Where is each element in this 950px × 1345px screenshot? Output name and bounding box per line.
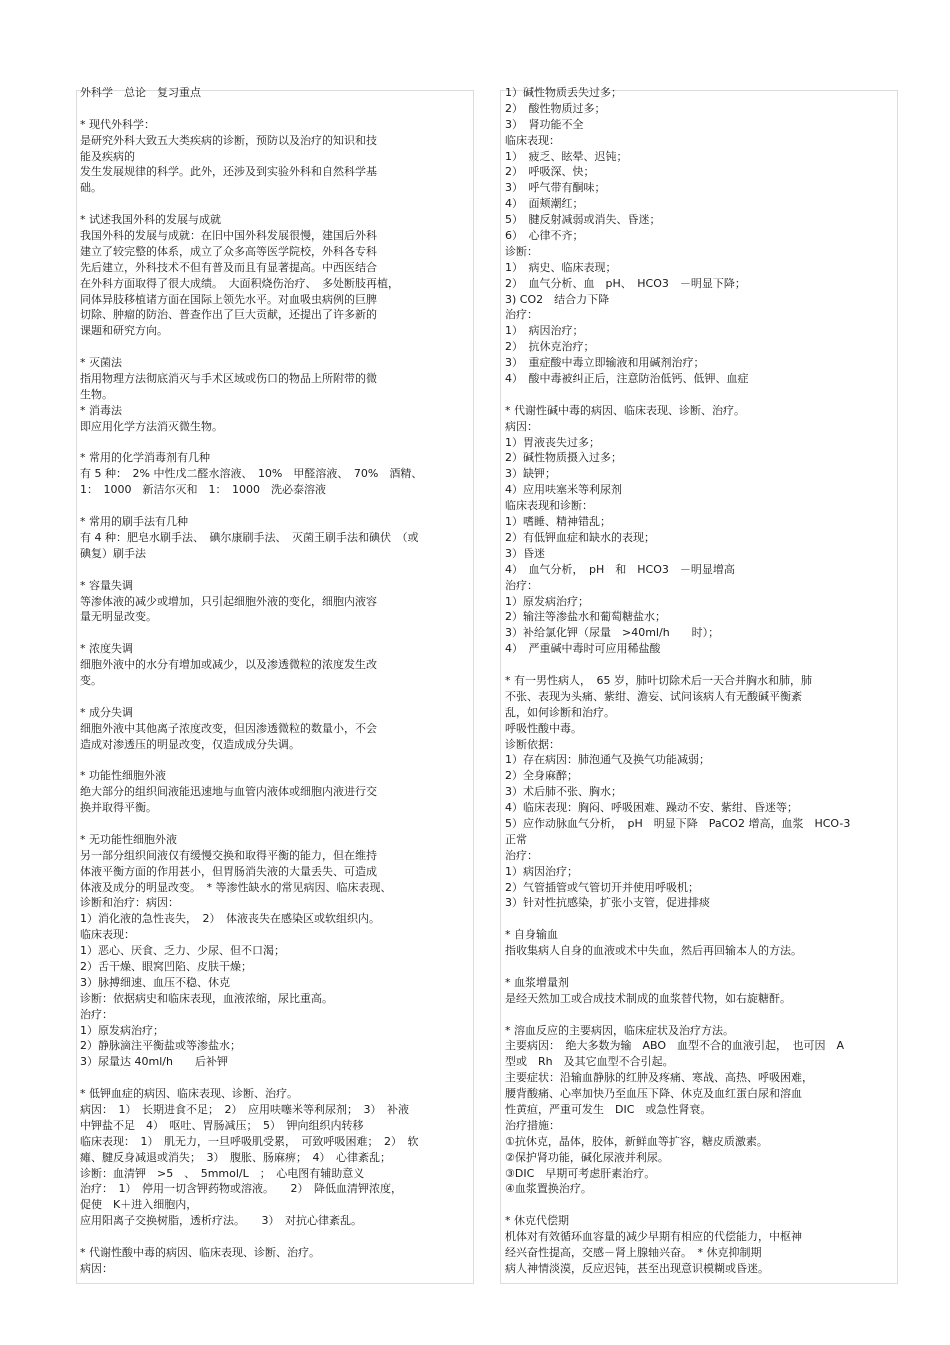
right-text-line: 4）临床表现：胸闷、呼吸困难、躁动不安、紫绀、昏迷等； — [505, 801, 798, 815]
left-text-line: 病因： 1） 长期进食不足； 2） 应用呋噻米等利尿剂； 3） 补液 — [80, 1103, 409, 1116]
left-spacer — [80, 689, 472, 705]
right-text-line: 4） 严重碱中毒时可应用稀盐酸 — [505, 642, 661, 656]
left-text-line: 是研究外科大致五大类疾病的诊断，预防以及治疗的知识和技 — [80, 133, 377, 147]
right-text-line: 2） 呼吸深、快； — [505, 165, 595, 179]
left-text-line: 诊断：血清钾 >5 、 5mmol/L ； 心电图有辅助意义 — [80, 1166, 365, 1180]
left-text-line: 体液及成分的明显改变。 * 等渗性缺水的常见病因、临床表现、 — [80, 880, 392, 894]
left-text-line: 1）恶心、厌食、乏力、少尿、但不口渴； — [80, 944, 285, 958]
right-text-line: 2）气管插管或气管切开并使用呼吸机； — [505, 880, 699, 894]
left-text-line: 2）静脉滴注平衡盐或等渗盐水； — [80, 1039, 241, 1053]
left-text-line: * 代谢性酸中毒的病因、临床表现、诊断、治疗。 — [80, 1246, 320, 1260]
left-text-line: 有 4 种：肥皂水刷手法、 碘尔康刷手法、 灭菌王刷手法和碘伏 （或 — [80, 530, 419, 544]
left-text-line: 中钾盐不足 4） 呕吐、胃肠减压； 5） 钾向组织内转移 — [80, 1118, 364, 1132]
right-text-line: * 代谢性碱中毒的病因、临床表现、诊断、治疗。 — [505, 403, 745, 417]
left-text-line: * 试述我国外科的发展与成就 — [80, 213, 221, 227]
right-text-line: 呼吸性酸中毒。 — [505, 721, 582, 735]
right-text-line: 1）胃液丧失过多； — [505, 435, 600, 449]
left-text-line: * 现代外科学： — [80, 117, 155, 131]
right-text-line: 1）嗜睡、精神错乱； — [505, 515, 611, 529]
left-text-line: 治疗： 1） 停用一切含钾药物或溶液。 2） 降低血清钾浓度， — [80, 1182, 402, 1196]
left-text-line: 1）原发病治疗； — [80, 1023, 164, 1037]
right-text-line: 3）缺钾； — [505, 467, 556, 481]
right-text-line: * 溶血反应的主要病因，临床症状及治疗方法。 — [505, 1023, 734, 1037]
left-text-line: * 浓度失调 — [80, 642, 133, 656]
right-text-line: 5） 腱反射减弱或消失、昏迷； — [505, 213, 661, 227]
right-spacer — [505, 1007, 897, 1023]
left-column — [80, 85, 472, 1277]
left-spacer — [80, 339, 472, 355]
right-text-line: ④血浆置换治疗。 — [505, 1182, 592, 1196]
right-text-line: 性黄疸，严重可发生 DIC 或急性肾衰。 — [505, 1103, 712, 1116]
left-text-line: 即应用化学方法消灭微生物。 — [80, 419, 223, 433]
left-text-line: 3）尿量达 40ml/h 后补钾 — [80, 1055, 228, 1069]
left-text-line: * 容量失调 — [80, 578, 133, 592]
right-text-line: 2）输注等渗盐水和葡萄糖盐水； — [505, 610, 666, 624]
right-text-line: 诊断： — [505, 244, 538, 258]
right-text-line: 3） 肾功能不全 — [505, 117, 584, 131]
left-text-line: 先后建立，外科技术不但有普及而且有显著提高。中西医结合 — [80, 260, 377, 274]
right-text-line: * 有一男性病人， 65 岁，肺叶切除术后一天合并胸水和肺，肺 — [505, 673, 812, 687]
left-text-line: 变。 — [80, 673, 102, 687]
right-text-line: 是经天然加工或合成技术制成的血浆替代物，如右旋糖酐。 — [505, 991, 791, 1005]
right-text-line: 3） 重症酸中毒立即输液和用碱剂治疗； — [505, 356, 705, 370]
left-text-line: 切除、肿瘤的防治、普查作出了巨大贡献，还提出了许多新的 — [80, 308, 377, 322]
left-text-line: 病因： — [80, 1261, 113, 1275]
right-text-line: 机体对有效循环血容量的减少早期有相应的代偿能力，中枢神 — [505, 1230, 802, 1244]
right-text-line: 经兴奋性提高，交感－肾上腺轴兴奋。 * 休克抑制期 — [505, 1246, 762, 1260]
left-text-line: 细胞外液中的水分有增加或减少，以及渗透微粒的浓度发生改 — [80, 658, 377, 672]
left-text-line: 体液平衡方面的作用甚小，但胃肠消失液的大量丢失、可造成 — [80, 864, 377, 878]
right-spacer — [505, 959, 897, 975]
right-text-line: 1）病因治疗； — [505, 864, 578, 878]
left-spacer — [80, 625, 472, 641]
right-text-line: 治疗措施： — [505, 1118, 560, 1132]
right-text-line: 主要病因： 绝大多数为输 ABO 血型不合的血液引起， 也可因 A — [505, 1039, 845, 1053]
right-text-line: 1） 病因治疗； — [505, 324, 584, 338]
right-text-line: 病因： — [505, 419, 538, 433]
right-text-line: 2） 酸性物质过多； — [505, 101, 606, 115]
right-spacer — [505, 657, 897, 673]
left-text-line: 换并取得平衡。 — [80, 801, 157, 815]
left-text-line: 瘫、腱反身减退或消失； 3） 腹胀、肠麻痹； 4） 心律紊乱； — [80, 1150, 391, 1164]
left-text-line: 础。 — [80, 181, 102, 195]
right-text-line: 4） 血气分析， pH 和 HCO3 －明显增高 — [505, 562, 735, 576]
right-text-line: 4）应用呋塞米等利尿剂 — [505, 483, 622, 497]
left-text-line: 指用物理方法彻底消灭与手术区域或伤口的物品上所附带的微 — [80, 372, 377, 386]
left-text-line: 量无明显改变。 — [80, 610, 157, 624]
right-column — [505, 85, 897, 1277]
right-text-line: 治疗： — [505, 308, 538, 322]
right-text-line: 治疗： — [505, 578, 538, 592]
left-text-line: 诊断：依据病史和临床表现，血液浓缩，尿比重高。 — [80, 991, 333, 1005]
right-text-line: 1）存在病因：肺泡通气及换气功能减弱； — [505, 753, 710, 767]
right-text-line: 2）碱性物质摄入过多； — [505, 451, 622, 465]
left-text-line: 3）脉搏细速、血压不稳、休克 — [80, 975, 230, 989]
left-text-line: 另一部分组织间液仅有缓慢交换和取得平衡的能力，但在维持 — [80, 848, 377, 862]
left-text-line: 建立了较完整的体系，成立了众多高等医学院校，外科各专科 — [80, 244, 377, 258]
left-spacer — [80, 816, 472, 832]
right-text-line: * 休克代偿期 — [505, 1214, 569, 1228]
right-text-line: 3) CO2 结合力下降 — [505, 292, 610, 306]
left-spacer — [80, 196, 472, 212]
left-text-line: 有 5 种： 2% 中性戊二醛水溶液、 10% 甲醛溶液、 70% 酒精、 — [80, 467, 423, 481]
left-text-line: 造成对渗透压的明显改变，仅造成成分失调。 — [80, 737, 300, 751]
left-text-line: 生物。 — [80, 387, 113, 401]
right-text-line: 腰背酸痛、心率加快乃至血压下降、休克及血红蛋白尿和溶血 — [505, 1087, 802, 1101]
left-spacer — [80, 101, 472, 117]
left-text-line: 在外科方面取得了很大成绩。 大面积烧伤治疗、 多处断肢再植， — [80, 276, 399, 290]
right-text-line: 4） 面颊潮红； — [505, 197, 584, 211]
right-text-line: 3）针对性抗感染，扩张小支管，促进排痰 — [505, 896, 710, 910]
left-text-line: 细胞外液中其他离子浓度改变，但因渗透微粒的数量小，不会 — [80, 721, 377, 735]
right-text-line: 诊断依据： — [505, 737, 560, 751]
left-text-line: * 常用的化学消毒剂有几种 — [80, 451, 210, 465]
left-text-line: * 成分失调 — [80, 705, 133, 719]
right-text-line: 3）昏迷 — [505, 546, 545, 560]
right-text-line: 1） 病史、临床表现； — [505, 260, 617, 274]
right-text-line: 2）有低钾血症和缺水的表现； — [505, 530, 655, 544]
right-text-line: 2） 血气分析、血 pH、 HCO3 －明显下降； — [505, 276, 746, 290]
left-text-line: 碘复）刷手法 — [80, 546, 146, 560]
right-text-line: 3）术后肺不张、胸水； — [505, 785, 622, 799]
right-text-line: 3）补给氯化钾（尿量 >40ml/h 时）； — [505, 626, 720, 640]
left-text-line: 绝大部分的组织间液能迅速地与血管内液体或细胞内液进行交 — [80, 785, 377, 799]
right-text-line: ①抗休克，晶体，胶体，新鲜血等扩容，糖皮质激素。 — [505, 1134, 768, 1148]
right-text-line: 不张、表现为头痛、紫绀、澹妄、试问该病人有无酸碱平衡紊 — [505, 689, 802, 703]
right-text-line: 3） 呼气带有酮味； — [505, 181, 606, 195]
left-spacer — [80, 562, 472, 578]
right-text-line: 正常 — [505, 832, 527, 846]
right-text-line: 病人神情淡漠，反应迟钝，甚至出现意识模糊或昏迷。 — [505, 1261, 769, 1275]
right-text-line: * 自身输血 — [505, 928, 558, 942]
left-text-line: 我国外科的发展与成就：在旧中国外科发展很慢，建国后外科 — [80, 229, 377, 243]
left-text-line: * 消毒法 — [80, 403, 122, 417]
left-text-line: 等渗体液的减少或增加，只引起细胞外液的变化，细胞内液容 — [80, 594, 377, 608]
right-text-line: 4） 酸中毒被纠正后，注意防治低钙、低钾、血症 — [505, 372, 749, 386]
left-text-line: 治疗： — [80, 1007, 113, 1021]
left-text-line: 外科学 总论 复习重点 — [80, 86, 201, 99]
left-text-line: 同体异肢移植诸方面在国际上领先水平。对血吸虫病例的巨脾 — [80, 292, 377, 306]
right-text-line: ②保护肾功能，碱化尿液并利尿。 — [505, 1150, 669, 1164]
right-text-line: 2） 抗休克治疗； — [505, 340, 595, 354]
left-text-line: 1）消化液的急性丧失， 2） 体液丧失在感染区或软组织内。 — [80, 912, 380, 926]
left-text-line: 能及疾病的 — [80, 149, 135, 163]
right-text-line: 1） 疲乏、眩晕、迟钝； — [505, 149, 628, 163]
left-text-line: 发生发展规律的科学。此外，还涉及到实验外科和自然科学基 — [80, 165, 377, 179]
right-text-line: 临床表现： — [505, 133, 560, 147]
left-spacer — [80, 1229, 472, 1245]
right-text-line: 治疗： — [505, 848, 538, 862]
left-text-line: 课题和研究方向。 — [80, 324, 168, 338]
right-text-line: 主要症状：沿输血静脉的红肿及疼痛、寒战、高热、呼吸困难， — [505, 1071, 813, 1085]
right-spacer — [505, 1197, 897, 1213]
left-text-line: 临床表现： 1） 肌无力，一旦呼吸肌受累， 可致呼吸困难； 2） 软 — [80, 1134, 419, 1148]
right-text-line: ③DIC 早期可考虑肝素治疗。 — [505, 1166, 656, 1180]
right-text-line: 型或 Rh 及其它血型不合引起。 — [505, 1055, 674, 1069]
right-text-line: 指收集病人自身的血液或术中失血，然后再回输本人的方法。 — [505, 944, 802, 958]
left-text-line: * 灭菌法 — [80, 356, 122, 370]
right-text-line: * 血浆增量剂 — [505, 975, 569, 989]
right-text-line: 5）应作动脉血气分析， pH 明显下降 PaCO2 增高，血浆 HCO-3 — [505, 816, 851, 830]
right-text-line: 1）原发病治疗； — [505, 594, 589, 608]
left-text-line: 诊断和治疗：病因： — [80, 896, 179, 910]
left-spacer — [80, 435, 472, 451]
left-text-line: 1： 1000 新洁尔灭和 1： 1000 洗必泰溶液 — [80, 483, 326, 497]
left-spacer — [80, 498, 472, 514]
left-spacer — [80, 752, 472, 768]
right-text-line: 临床表现和诊断： — [505, 499, 593, 513]
right-text-line: 1）碱性物质丢失过多； — [505, 86, 622, 99]
left-text-line: 临床表现： — [80, 928, 135, 942]
right-text-line: 乱，如何诊断和治疗。 — [505, 705, 615, 719]
right-text-line: 2）全身麻醉； — [505, 769, 578, 783]
left-text-line: * 常用的刷手法有几种 — [80, 515, 188, 529]
left-text-line: 2）舌干燥、眼窝凹陷、皮肤干燥； — [80, 959, 252, 973]
left-text-line: 应用阳离子交换树脂，透析疗法。 3） 对抗心律紊乱。 — [80, 1214, 362, 1228]
left-text-line: * 无功能性细胞外液 — [80, 832, 177, 846]
left-text-line: * 功能性细胞外液 — [80, 769, 166, 783]
left-text-line: 促使 K＋进入细胞内， — [80, 1198, 198, 1212]
right-spacer — [505, 387, 897, 403]
left-text-line: * 低钾血症的病因、临床表现、诊断、治疗。 — [80, 1087, 298, 1101]
right-text-line: 6） 心律不齐； — [505, 229, 584, 243]
left-spacer — [80, 1070, 472, 1086]
right-spacer — [505, 911, 897, 927]
